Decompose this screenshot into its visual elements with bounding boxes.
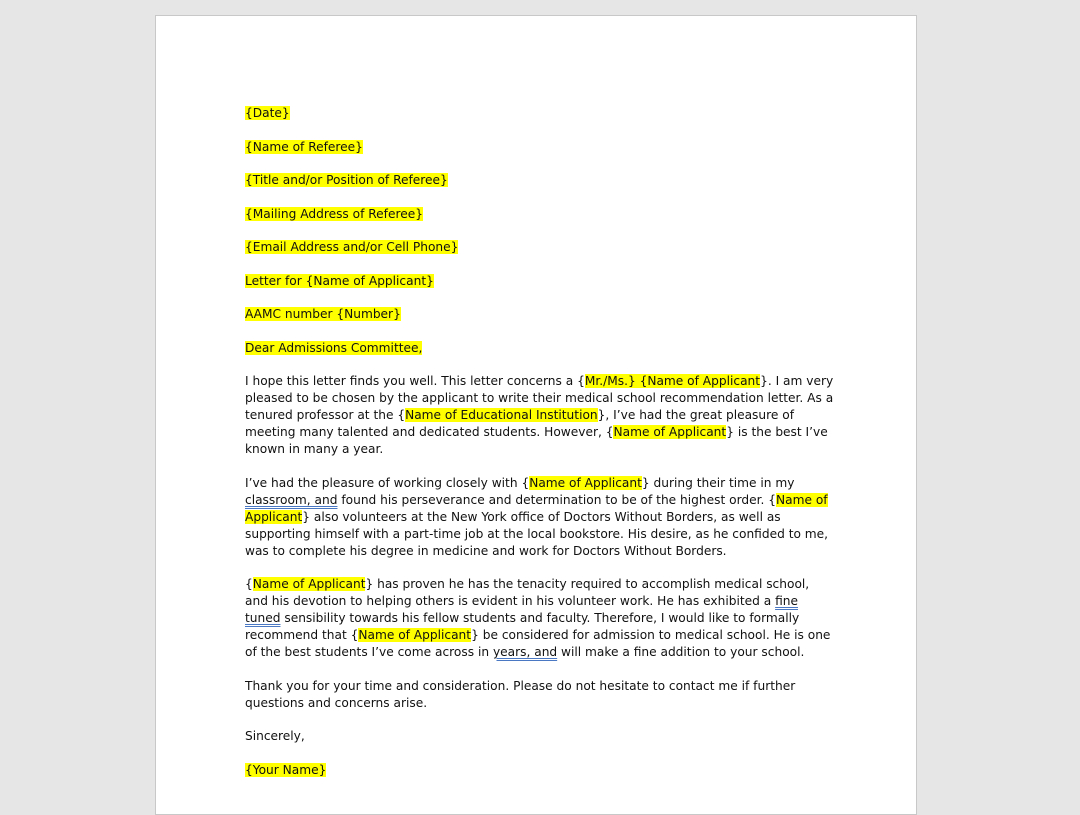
applicant-placeholder: Name of Applicant — [245, 492, 828, 524]
letter-body[interactable] — [245, 105, 835, 795]
date-placeholder: {Date} — [245, 106, 290, 120]
paragraph-recommendation — [245, 576, 835, 661]
paragraph-text: will make a fine addition to your school. — [557, 645, 805, 659]
referee-contact-placeholder: {Email Address and/or Cell Phone} — [245, 240, 459, 254]
date-line — [245, 105, 835, 122]
signature-line — [245, 762, 835, 779]
referee-contact-line — [245, 239, 835, 256]
salutation-text: Dear Admissions Committee, — [245, 340, 423, 355]
signature-placeholder: {Your Name} — [245, 762, 327, 777]
referee-title-line — [245, 172, 835, 189]
paragraph-experience — [245, 475, 835, 560]
paragraph-text: } during their time in my — [641, 475, 795, 490]
paragraph-text: }, I’ve had the great pleasure of meeting many talented and dedicated students. However, { — [245, 408, 794, 439]
paragraph-text: }. I am very pleased to be chosen by the applicant to write their medical school recommendation letter. As a tenured professor at the { — [245, 374, 834, 422]
applicant-placeholder: Name of Applicant — [613, 425, 727, 439]
referee-name-placeholder: {Name of Referee} — [245, 139, 363, 154]
applicant-placeholder: Name of Applicant — [529, 475, 642, 490]
paragraph-text: { — [245, 577, 253, 591]
paragraph-text: } be considered for admission to medical school. He is one of the best students I’ve come across in — [245, 628, 831, 659]
paragraph-thanks — [245, 678, 835, 712]
referee-address-line — [245, 206, 835, 223]
letter-for-line — [245, 273, 835, 290]
applicant-placeholder: Name of Applicant — [358, 628, 472, 642]
grammar-flagged-text[interactable]: years, and — [492, 645, 558, 659]
paragraph-intro — [245, 373, 835, 458]
referee-address-placeholder: {Mailing Address of Referee} — [245, 206, 423, 221]
paragraph-text: } has proven he has the tenacity required to accomplish medical school, and his devotion to helping others is evident in his volunteer work. He has exhibited a — [245, 577, 810, 608]
paragraph-text: Thank you for your time and consideration. Please do not hesitate to contact me if further questions and concerns arise. — [245, 678, 796, 710]
paragraph-text: I’ve had the pleasure of working closely with { — [245, 475, 530, 490]
aamc-placeholder: AAMC number {Number} — [245, 307, 401, 321]
closing — [245, 728, 835, 745]
paragraph-text: } is the best I’ve known in many a year. — [245, 425, 828, 456]
paragraph-text: found his perseverance and determination to be of the highest order. { — [337, 492, 777, 507]
paragraph-text: sensibility towards his fellow students and faculty. Therefore, I would like to formally recommend that { — [245, 611, 800, 642]
institution-placeholder: Name of Educational Institution — [405, 408, 598, 422]
salutation — [245, 340, 835, 357]
paragraph-text: } also volunteers at the New York office of Doctors Without Borders, as well as supporting himself with a part-time job at the local bookstore. His desire, as he confided to me, was to complete his degree in medicine and work for Doctors Without Borders. — [245, 509, 829, 558]
closing-text: Sincerely, — [245, 729, 305, 743]
letter-for-placeholder: Letter for {Name of Applicant} — [245, 273, 434, 288]
applicant-placeholder: Mr./Ms.} {Name of Applicant — [584, 374, 761, 388]
applicant-placeholder: Name of Applicant — [252, 577, 366, 591]
referee-title-placeholder: {Title and/or Position of Referee} — [245, 173, 448, 187]
paragraph-text: I hope this letter finds you well. This letter concerns a { — [245, 374, 585, 388]
grammar-flagged-text[interactable]: fine tuned — [245, 594, 798, 625]
document-page[interactable] — [155, 15, 917, 815]
grammar-flagged-text[interactable]: classroom, and — [245, 492, 338, 507]
aamc-line — [245, 306, 835, 323]
referee-name-line — [245, 139, 835, 156]
